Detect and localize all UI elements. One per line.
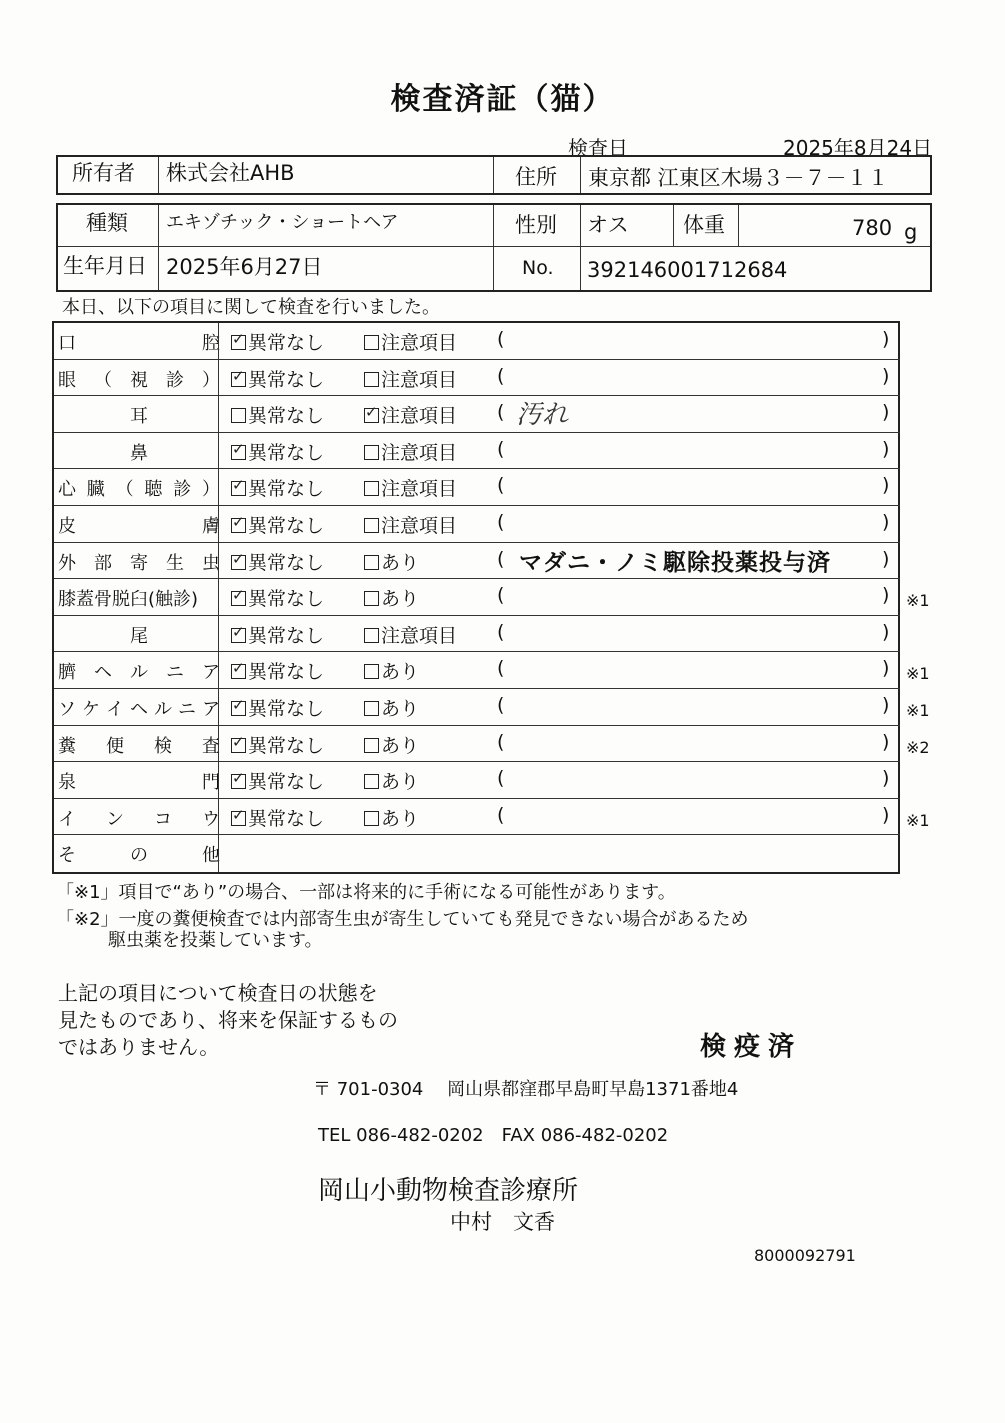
item-name: [58, 402, 220, 428]
attention-label: あり: [381, 588, 420, 611]
normal-option[interactable]: [231, 328, 324, 355]
paren-close: ): [882, 730, 890, 753]
normal-label: 異常なし: [248, 734, 325, 757]
item-name-char: 鼻: [130, 442, 148, 464]
item-name-char: コ: [154, 808, 172, 830]
footnote-2: 「※2」一度の糞便検査では内部寄生虫が寄生していても発見できない場合があるため: [56, 909, 749, 930]
footnote-mark: ※1: [906, 701, 930, 720]
item-name-char: 膚: [202, 516, 220, 537]
item-name-char: 泉: [58, 772, 76, 794]
normal-label: 異常なし: [248, 588, 325, 611]
normal-checkbox[interactable]: [231, 445, 246, 460]
attention-checkbox[interactable]: [364, 774, 379, 789]
item-name-char: 部: [94, 552, 112, 574]
attention-checkbox[interactable]: [364, 591, 379, 606]
footnote-mark: ※1: [906, 591, 930, 611]
attention-option[interactable]: [364, 328, 457, 355]
item-name-char: そ: [58, 845, 76, 867]
paren-close: ): [882, 694, 890, 716]
owner-label: 所有者: [72, 161, 135, 185]
item-name: [58, 329, 220, 355]
document-number: 8000092791: [754, 1246, 856, 1265]
item-name-char: 生: [166, 552, 184, 574]
item-name: [58, 805, 220, 831]
normal-checkbox[interactable]: [231, 481, 246, 496]
item-name-char: ）: [201, 479, 220, 501]
normal-option[interactable]: [231, 804, 324, 831]
item-name-char: 診: [173, 479, 192, 501]
attention-option[interactable]: [364, 365, 457, 392]
normal-checkbox[interactable]: [231, 628, 246, 643]
weight-label: 体重: [683, 213, 725, 237]
item-name-char: 糞: [58, 735, 76, 757]
item-name-char: ケ: [82, 699, 100, 720]
normal-option[interactable]: [231, 548, 324, 575]
checklist-row: [54, 726, 930, 763]
paren-open: (: [497, 657, 505, 680]
normal-label: 異常なし: [248, 624, 325, 647]
item-name-char: （: [94, 369, 112, 391]
item-name: [58, 549, 220, 575]
normal-label: 異常なし: [248, 478, 325, 501]
normal-label: 異常なし: [248, 661, 325, 684]
attention-checkbox[interactable]: [364, 738, 379, 753]
attention-option[interactable]: [364, 548, 419, 575]
item-name: [58, 439, 220, 465]
item-name: [58, 512, 220, 538]
attention-option[interactable]: [364, 511, 457, 538]
normal-label: 異常なし: [248, 405, 325, 428]
attention-option[interactable]: [364, 767, 419, 794]
normal-option[interactable]: [231, 584, 324, 611]
number-label: No.: [522, 257, 554, 279]
paren-open: (: [497, 694, 505, 716]
footnote-mark: ※1: [906, 664, 930, 684]
normal-option[interactable]: [231, 511, 324, 538]
item-name-char: 皮: [58, 516, 76, 537]
attention-label: 注意項目: [381, 515, 458, 537]
item-name-char: 耳: [130, 406, 148, 428]
paren-close: ): [882, 803, 890, 826]
item-name-char: 臍: [58, 662, 76, 684]
attention-checkbox[interactable]: [364, 335, 379, 350]
item-name: [58, 622, 220, 648]
item-name-char: 腔: [202, 333, 220, 354]
exam-checklist: [52, 321, 930, 874]
checklist-row: [54, 762, 900, 799]
paren-close: ): [882, 511, 890, 533]
paren-close: ): [882, 657, 890, 680]
item-name-char: 便: [106, 735, 124, 757]
attention-label: 注意項目: [381, 368, 458, 391]
attention-option[interactable]: [364, 731, 419, 758]
attention-option[interactable]: [364, 438, 457, 465]
normal-checkbox[interactable]: [231, 335, 246, 350]
checklist-row: [54, 689, 930, 726]
postal-address: 〒 701-0304 岡山県都窪郡早島町早島1371番地4: [313, 1079, 739, 1100]
item-name: [58, 768, 220, 794]
attention-label: 注意項目: [381, 405, 458, 428]
normal-option[interactable]: [231, 731, 324, 758]
paren-open: (: [497, 401, 505, 424]
item-name-char: 寄: [130, 552, 148, 574]
item-name-char: ル: [130, 662, 148, 684]
checklist-row: [54, 396, 900, 433]
item-name: [58, 475, 220, 501]
clinic-name: 岡山小動物検査診療所: [318, 1176, 579, 1206]
item-name-char: 虫: [202, 552, 220, 574]
checklist-row: [54, 469, 900, 506]
normal-option[interactable]: [231, 694, 324, 721]
normal-checkbox[interactable]: [231, 811, 246, 826]
address-value: 東京都 江東区木場３－７－１１: [588, 166, 889, 190]
footnote-mark: ※2: [906, 737, 930, 757]
attention-label: あり: [381, 771, 420, 794]
attention-checkbox[interactable]: [364, 628, 379, 643]
footnote-mark: ※1: [906, 810, 930, 830]
normal-checkbox[interactable]: [231, 774, 246, 789]
paren-close: ): [882, 584, 890, 607]
paren-open: (: [497, 328, 505, 350]
attention-checkbox[interactable]: [364, 445, 379, 460]
normal-option[interactable]: [231, 401, 324, 428]
item-name: [58, 366, 220, 392]
item-name-char: 膝蓋骨脱臼(触診): [58, 589, 199, 611]
item-name: [58, 658, 220, 684]
birth-value: 2025年6月27日: [166, 255, 323, 279]
attention-option[interactable]: [364, 584, 419, 611]
normal-label: 異常なし: [248, 551, 325, 574]
paren-open: (: [497, 511, 505, 533]
normal-label: 異常なし: [248, 332, 325, 354]
paren-open: (: [497, 474, 505, 497]
owner-value: 株式会社AHB: [166, 161, 295, 185]
paren-open: (: [497, 584, 505, 607]
sex-label: 性別: [515, 213, 557, 237]
checklist-row: [54, 579, 930, 616]
remarks-text: マダニ・ノミ駆除投薬投与済: [519, 549, 831, 576]
attention-label: あり: [381, 698, 420, 720]
document-title: 検査済証（猫）: [390, 82, 615, 117]
birth-label: 生年月日: [63, 254, 147, 278]
paren-open: (: [497, 547, 505, 570]
paren-open: (: [497, 730, 505, 753]
normal-checkbox[interactable]: [231, 701, 246, 716]
paren-open: (: [497, 803, 505, 826]
weight-value: 780: [852, 216, 893, 240]
item-name-char: イ: [106, 699, 124, 720]
item-name-char: 他: [202, 845, 220, 867]
sex-value: オス: [587, 213, 629, 237]
item-name-char: ニ: [178, 699, 196, 720]
normal-option[interactable]: [231, 438, 324, 465]
item-name-char: ン: [106, 808, 124, 830]
attention-label: あり: [381, 734, 420, 757]
paren-close: ): [882, 401, 890, 424]
item-name-char: ソ: [58, 699, 76, 720]
item-name-char: ア: [202, 699, 220, 720]
paren-close: ): [882, 547, 890, 570]
attention-label: 注意項目: [381, 441, 458, 464]
attention-label: あり: [381, 661, 420, 684]
attention-checkbox[interactable]: [364, 701, 379, 716]
attention-option[interactable]: [364, 621, 457, 648]
normal-label: 異常なし: [248, 441, 325, 464]
normal-checkbox[interactable]: [231, 408, 246, 423]
attention-checkbox[interactable]: [364, 408, 379, 423]
item-name-char: イ: [58, 808, 76, 830]
item-name: [58, 695, 220, 721]
breed-value: エキゾチック・ショートヘア: [166, 212, 399, 233]
checklist-row: [54, 799, 930, 836]
attention-checkbox[interactable]: [364, 518, 379, 533]
normal-option[interactable]: [231, 621, 324, 648]
attention-checkbox[interactable]: [364, 372, 379, 387]
item-name: [58, 585, 220, 611]
attention-label: 注意項目: [381, 478, 458, 501]
item-name: [58, 841, 220, 867]
attention-label: あり: [381, 807, 420, 830]
checklist-row: [54, 616, 900, 653]
item-name-char: 視: [130, 369, 148, 391]
normal-checkbox[interactable]: [231, 555, 246, 570]
exam-date-label: 検査日: [568, 136, 628, 160]
item-name-char: 査: [202, 735, 220, 757]
attention-checkbox[interactable]: [364, 664, 379, 679]
attention-checkbox[interactable]: [364, 555, 379, 570]
exam-date: 2025年8月24日: [783, 136, 933, 160]
normal-option[interactable]: [231, 365, 324, 392]
attention-option[interactable]: [364, 401, 457, 428]
item-name-char: 眼: [58, 369, 76, 391]
item-name-char: ウ: [202, 808, 220, 830]
item-name-char: 検: [154, 735, 172, 757]
breed-label: 種類: [86, 211, 128, 235]
normal-label: 異常なし: [248, 368, 325, 391]
normal-option[interactable]: [231, 767, 324, 794]
normal-label: 異常なし: [248, 807, 325, 830]
normal-option[interactable]: [231, 474, 324, 501]
checklist-row: [54, 433, 900, 470]
normal-checkbox[interactable]: [231, 518, 246, 533]
normal-checkbox[interactable]: [231, 591, 246, 606]
item-name-char: ヘ: [94, 662, 112, 684]
item-name-char: ヘ: [130, 699, 148, 720]
item-name-char: 尾: [130, 625, 148, 647]
paren-close: ): [882, 620, 890, 643]
item-name-char: ア: [202, 662, 220, 684]
item-name-char: 門: [202, 772, 220, 794]
checklist-row: [54, 360, 900, 397]
normal-label: 異常なし: [248, 771, 325, 794]
item-name: [58, 732, 220, 758]
attention-label: あり: [381, 551, 420, 574]
examiner-name: 中村 文香: [450, 1210, 555, 1234]
item-name-char: ニ: [166, 662, 184, 684]
attention-label: 注意項目: [381, 332, 458, 354]
paren-open: (: [497, 767, 505, 790]
attention-checkbox[interactable]: [364, 811, 379, 826]
attention-option[interactable]: [364, 657, 419, 684]
paren-open: (: [497, 437, 505, 460]
item-name-char: 心: [58, 479, 76, 501]
item-name-char: ）: [202, 369, 220, 391]
normal-checkbox[interactable]: [231, 738, 246, 753]
attention-option[interactable]: [364, 694, 419, 721]
paren-open: (: [497, 620, 505, 643]
other-row: [54, 835, 900, 872]
contact-numbers: TEL 086-482-0202 FAX 086-482-0202: [318, 1125, 669, 1146]
quarantine-stamp: 検疫済: [700, 1032, 803, 1062]
normal-label: 異常なし: [248, 515, 325, 537]
checklist-row: [54, 543, 900, 580]
paren-close: ): [882, 474, 890, 497]
normal-label: 異常なし: [248, 698, 325, 720]
disclaimer: 上記の項目について検査日の状態を 見たものであり、将来を保証するもの ではありません。: [58, 981, 398, 1059]
paren-close: ): [882, 364, 890, 387]
item-name-char: ル: [154, 699, 172, 720]
footnote-2-cont: 駆虫薬を投薬しています。: [108, 930, 323, 951]
paren-close: ): [882, 437, 890, 460]
paren-close: ): [882, 767, 890, 790]
item-name-char: 外: [58, 552, 76, 574]
normal-checkbox[interactable]: [231, 664, 246, 679]
attention-option[interactable]: [364, 474, 457, 501]
checklist-row: [54, 506, 900, 543]
intro-text: 本日、以下の項目に関して検査を行いました。: [62, 297, 440, 318]
checklist-row: [54, 323, 900, 360]
normal-option[interactable]: [231, 657, 324, 684]
item-name-char: の: [130, 845, 148, 867]
item-name-char: 聴: [144, 479, 163, 501]
normal-checkbox[interactable]: [231, 372, 246, 387]
paren-open: (: [497, 364, 505, 387]
attention-option[interactable]: [364, 804, 419, 831]
paren-close: ): [882, 328, 890, 350]
item-name-char: 臓: [86, 479, 105, 501]
item-name-char: （: [115, 479, 134, 501]
attention-label: 注意項目: [381, 624, 458, 647]
footnote-1: 「※1」項目で“あり”の場合、一部は将来的に手術になる可能性があります。: [56, 882, 676, 903]
number-value: 392146001712684: [587, 258, 788, 282]
address-label: 住所: [515, 165, 557, 189]
handwritten-remark: 汚れ: [516, 400, 569, 431]
item-name-char: 診: [166, 369, 184, 391]
attention-checkbox[interactable]: [364, 481, 379, 496]
weight-unit: g: [904, 220, 918, 244]
item-name-char: 口: [58, 333, 76, 354]
checklist-row: [54, 652, 930, 689]
